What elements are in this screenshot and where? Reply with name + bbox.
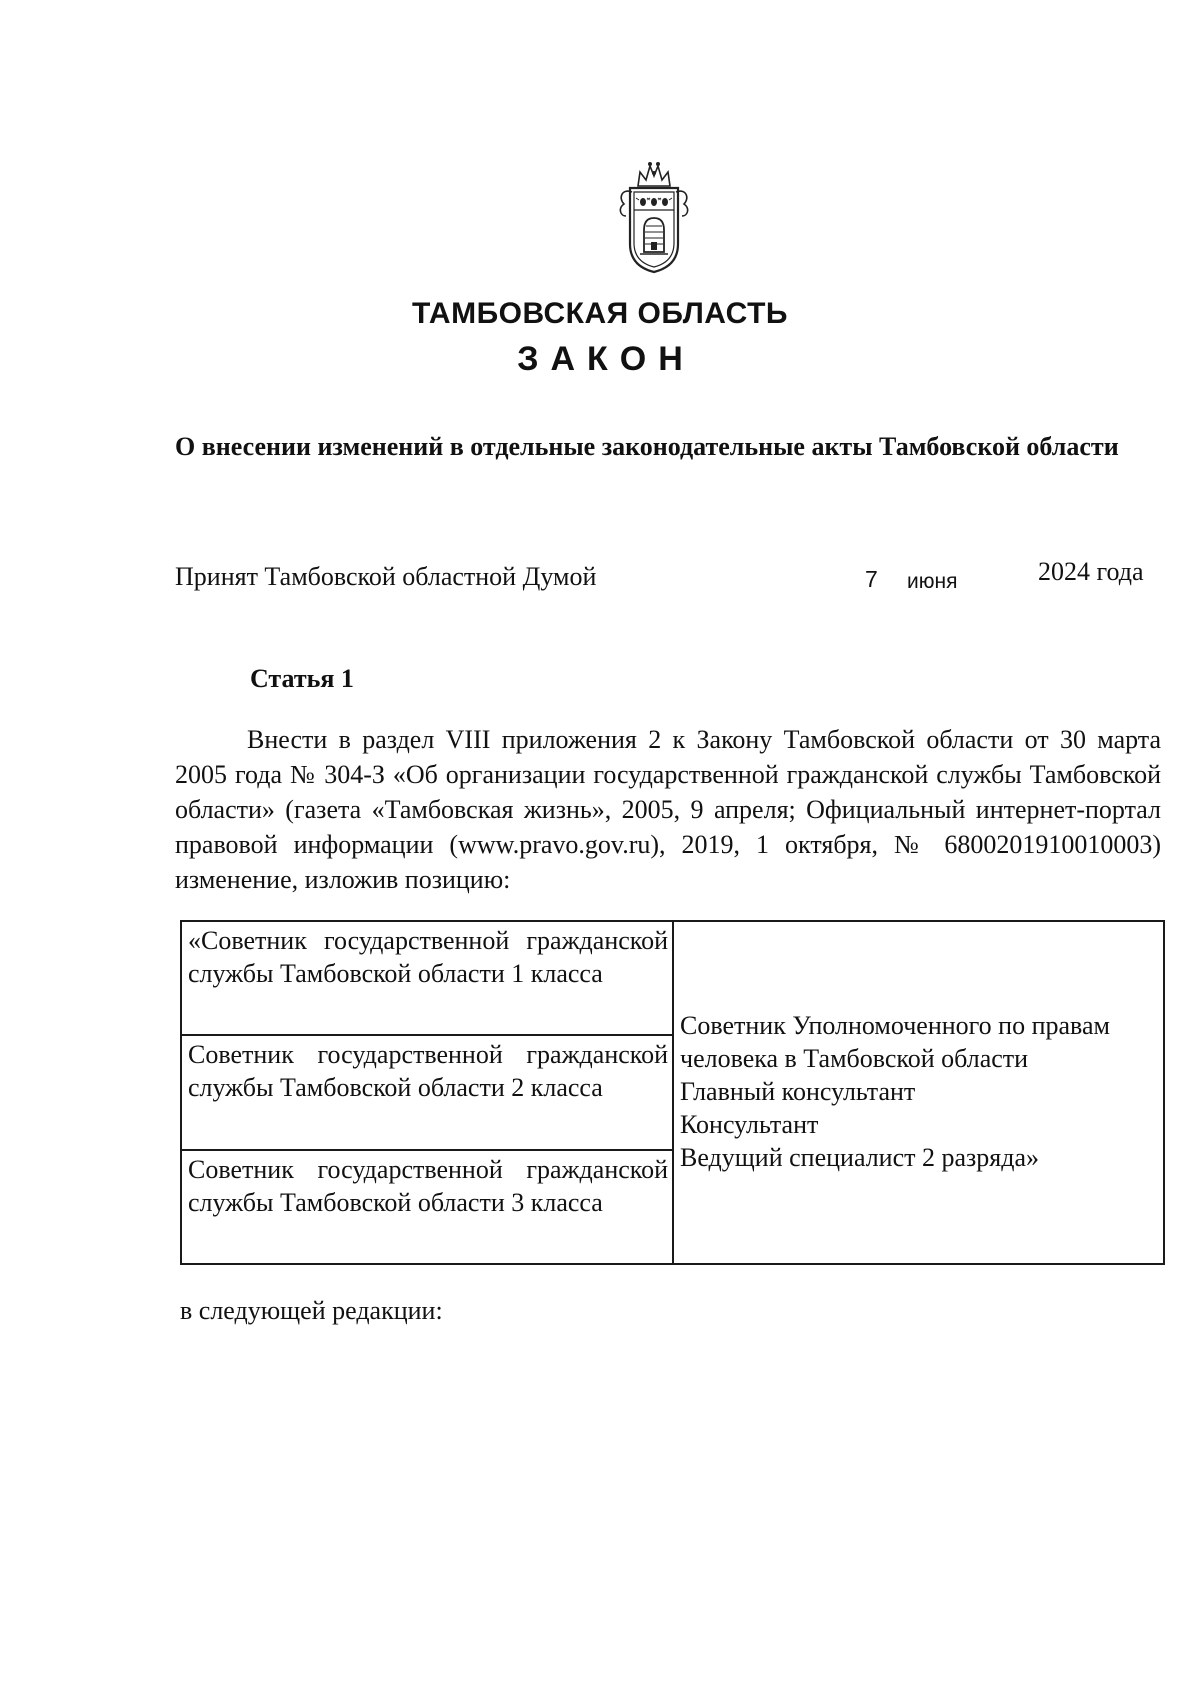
adoption-day: 7 xyxy=(865,566,878,592)
article-body-text: Внести в раздел VIII приложения 2 к Закону Тамбовской области от 30 марта 2005 года № 304-З «Об организации государственной гражданской службы Тамбовской области» (газета «Тамбовская жизнь», 2005, 9 апреля; Официальный интернет-портал правовой информации (www.pravo.gov.ru), 2019, 1 октября, № 6800201910010003) изменение, изложив позицию: xyxy=(175,725,1161,894)
table-cell-rank: Советник государственной гражданской службы Тамбовской области 2 класса xyxy=(181,1035,673,1149)
position-line: Консультант xyxy=(680,1110,819,1139)
document-type: ЗАКОН xyxy=(517,340,695,378)
adopted-by: Принят Тамбовской областной Думой xyxy=(175,562,597,591)
adoption-month: июня xyxy=(907,570,958,593)
after-table-text: в следующей редакции: xyxy=(180,1296,443,1325)
law-title: О внесении изменений в отдельные законодательные акты Тамбовской области xyxy=(175,432,1119,461)
region-name: ТАМБОВСКАЯ ОБЛАСТЬ xyxy=(412,297,788,330)
table-cell-rank: Советник государственной гражданской службы Тамбовской области 3 класса xyxy=(181,1150,673,1264)
position-line: Главный консультант xyxy=(680,1077,916,1106)
position-line: Советник Уполномоченного по правам человека в Тамбовской области xyxy=(680,1011,1110,1073)
table-cell-rank: «Советник государственной гражданской службы Тамбовской области 1 класса xyxy=(181,921,673,1035)
adoption-year: 2024 года xyxy=(1038,557,1144,586)
article-heading: Статья 1 xyxy=(250,664,354,693)
table-cell-positions xyxy=(673,921,1164,1264)
position-table xyxy=(180,920,1165,1265)
position-line: Ведущий специалист 2 разряда» xyxy=(680,1143,1040,1172)
coat-of-arms-emblem xyxy=(612,158,696,276)
table-row xyxy=(181,921,1164,1035)
